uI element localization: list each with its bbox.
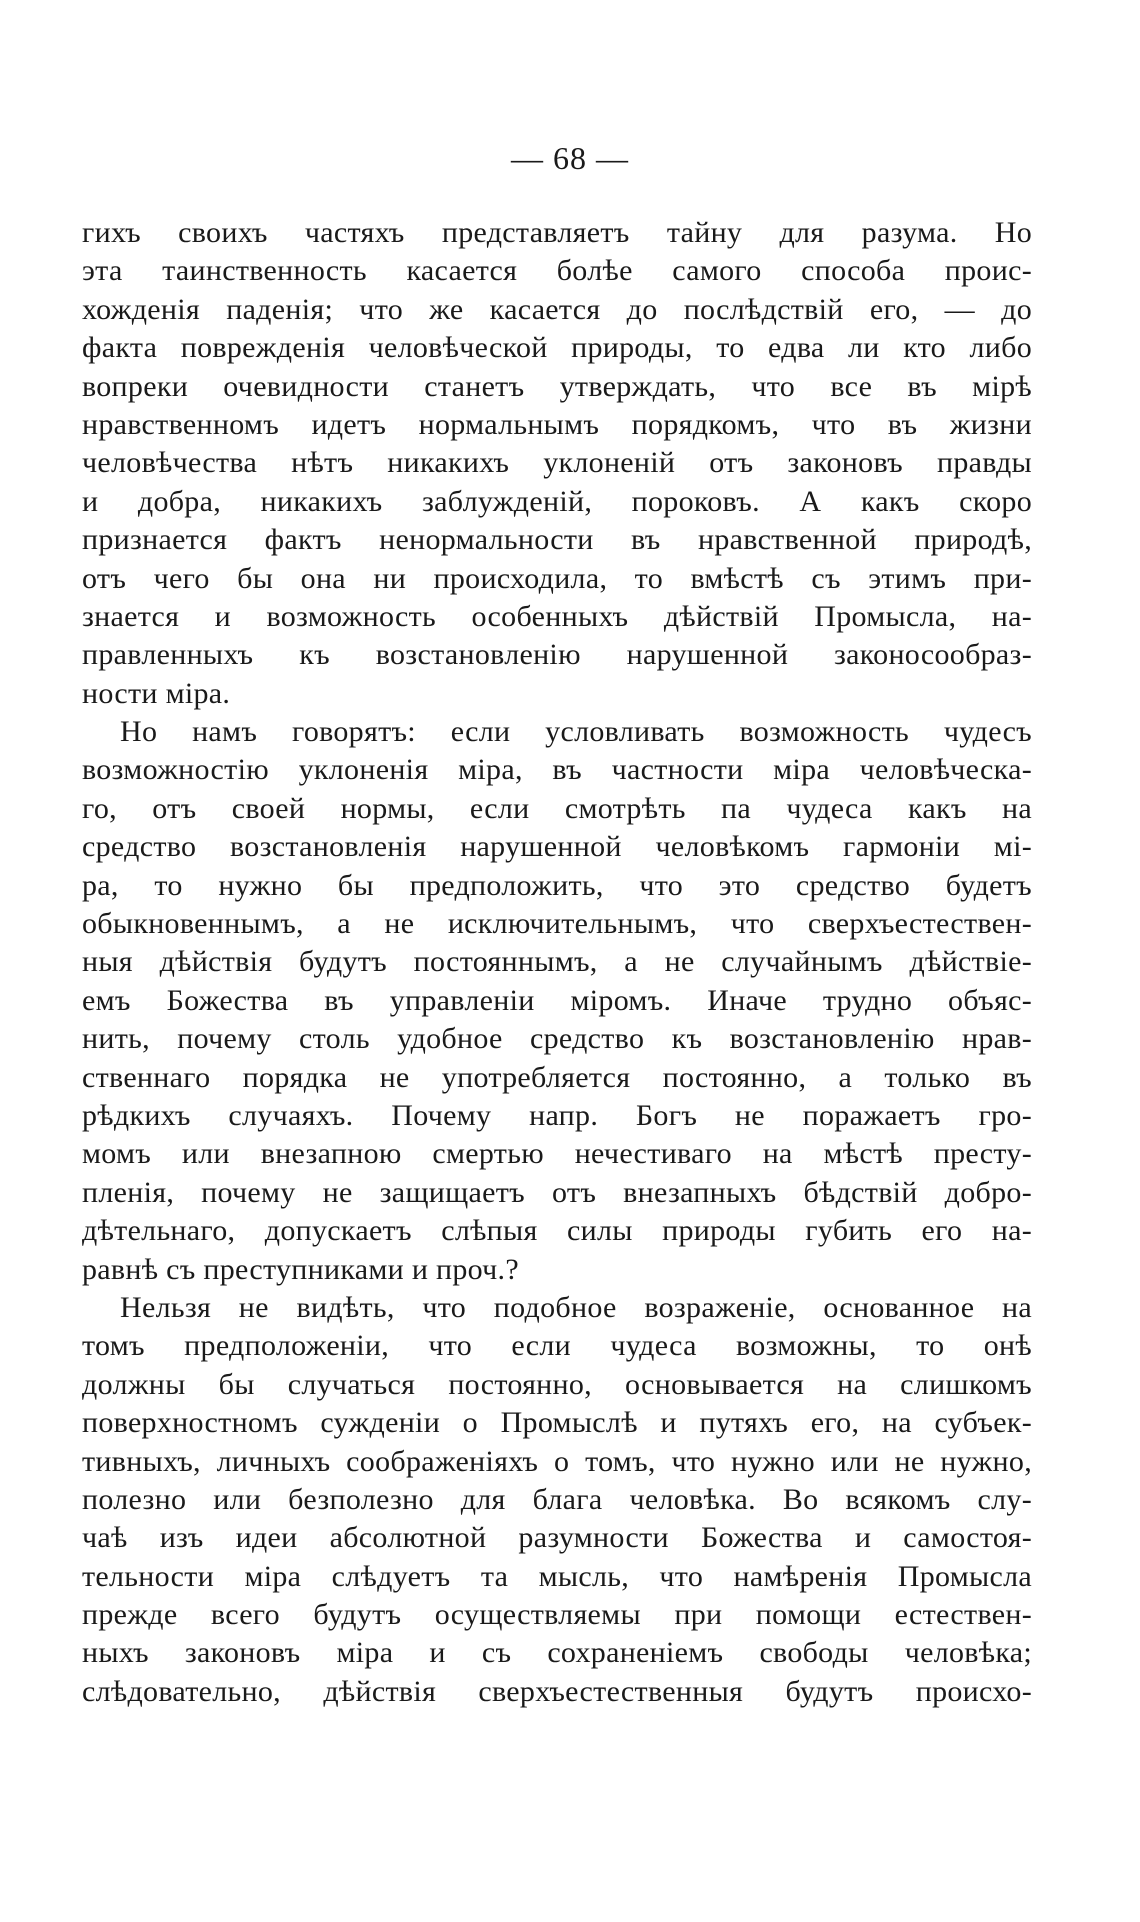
text-line: должны бы случаться постоянно, основывается на слишкомъ	[82, 1367, 1032, 1401]
text-line: чаѣ изъ идеи абсолютной разумности Божества и самостоя-	[82, 1521, 1032, 1555]
page-number: — 68 —	[511, 140, 629, 176]
text-line: обыкновеннымъ, а не исключительнымъ, что сверхъестествен-	[82, 907, 1032, 941]
text-line: полезно или безполезно для блага человѣка. Во всякомъ слу-	[82, 1482, 1032, 1516]
text-line: нравственномъ идетъ нормальнымъ порядкомъ, что въ жизни	[82, 407, 1032, 441]
text-line: поверхностномъ сужденіи о Промыслѣ и путяхъ его, на субъек-	[82, 1406, 1032, 1440]
text-line: ности міра.	[82, 676, 231, 710]
text-line: емъ Божества въ управленіи міромъ. Иначе трудно объяс-	[82, 983, 1032, 1017]
text-line: тельности міра слѣдуетъ та мысль, что намѣренія Промысла	[82, 1559, 1032, 1593]
text-line: правленныхъ къ возстановленію нарушенной законосообраз-	[82, 638, 1032, 672]
text-line: ственнаго порядка не употребляется постоянно, а только въ	[82, 1060, 1032, 1094]
text-line: томъ предположеніи, что если чудеса возможны, то онѣ	[82, 1329, 1032, 1363]
text-line: эта таинственность касается болѣе самого способа проис-	[82, 254, 1032, 288]
text-line: отъ чего бы она ни происходила, то вмѣстѣ съ этимъ при-	[82, 561, 1032, 595]
text-line: факта поврежденія человѣческой природы, то едва ли кто либо	[82, 331, 1032, 365]
text-line: гихъ своихъ частяхъ представляетъ тайну для разума. Но	[82, 216, 1032, 249]
text-line: нить, почему столь удобное средство къ возстановленію нрав-	[82, 1022, 1032, 1056]
text-line: средство возстановленія нарушенной человѣкомъ гармоніи мі-	[82, 830, 1032, 864]
text-line: хожденія паденія; что же касается до послѣдствій его, — до	[82, 292, 1032, 326]
body-text	[82, 214, 1032, 1711]
text-line: ныхъ законовъ міра и съ сохраненіемъ свободы человѣка;	[82, 1636, 1032, 1670]
text-line: Но намъ говорятъ: если условливать возможность чудесъ	[120, 715, 1032, 749]
text-line: прежде всего будутъ осуществляемы при помощи естествен-	[82, 1598, 1032, 1632]
text-line: и добра, никакихъ заблужденій, пороковъ. А какъ скоро	[82, 484, 1032, 518]
text-line: Нельзя не видѣть, что подобное возраженіе, основанное на	[120, 1290, 1032, 1324]
text-line: рѣдкихъ случаяхъ. Почему напр. Богъ не поражаетъ гро-	[82, 1098, 1032, 1132]
text-line: признается фактъ ненормальности въ нравственной природѣ,	[82, 523, 1032, 557]
text-line: слѣдовательно, дѣйствія сверхъестественныя будутъ происхо-	[82, 1674, 1032, 1708]
text-line: знается и возможность особенныхъ дѣйствій Промысла, на-	[82, 599, 1032, 633]
text-line: пленія, почему не защищаетъ отъ внезапныхъ бѣдствій добро-	[82, 1175, 1032, 1209]
text-line: вопреки очевидности станетъ утверждать, что все въ мірѣ	[82, 369, 1032, 403]
text-line: дѣтельнаго, допускаетъ слѣпыя силы природы губить его на-	[82, 1214, 1032, 1248]
text-line: возможностію уклоненія міра, въ частности міра человѣческа-	[82, 753, 1032, 787]
text-line: го, отъ своей нормы, если смотрѣть па чудеса какъ на	[82, 791, 1032, 825]
text-line: тивныхъ, личныхъ соображеніяхъ о томъ, что нужно или не нужно,	[82, 1444, 1032, 1478]
text-line: равнѣ съ преступниками и проч.?	[82, 1252, 519, 1286]
text-line: ра, то нужно бы предположить, что это средство будетъ	[82, 868, 1032, 902]
text-line: момъ или внезапною смертью нечестиваго на мѣстѣ престу-	[82, 1137, 1032, 1171]
text-line: ныя дѣйствія будутъ постояннымъ, а не случайнымъ дѣйствіе-	[82, 945, 1032, 979]
text-line: человѣчества нѣтъ никакихъ уклоненій отъ законовъ правды	[82, 446, 1032, 480]
